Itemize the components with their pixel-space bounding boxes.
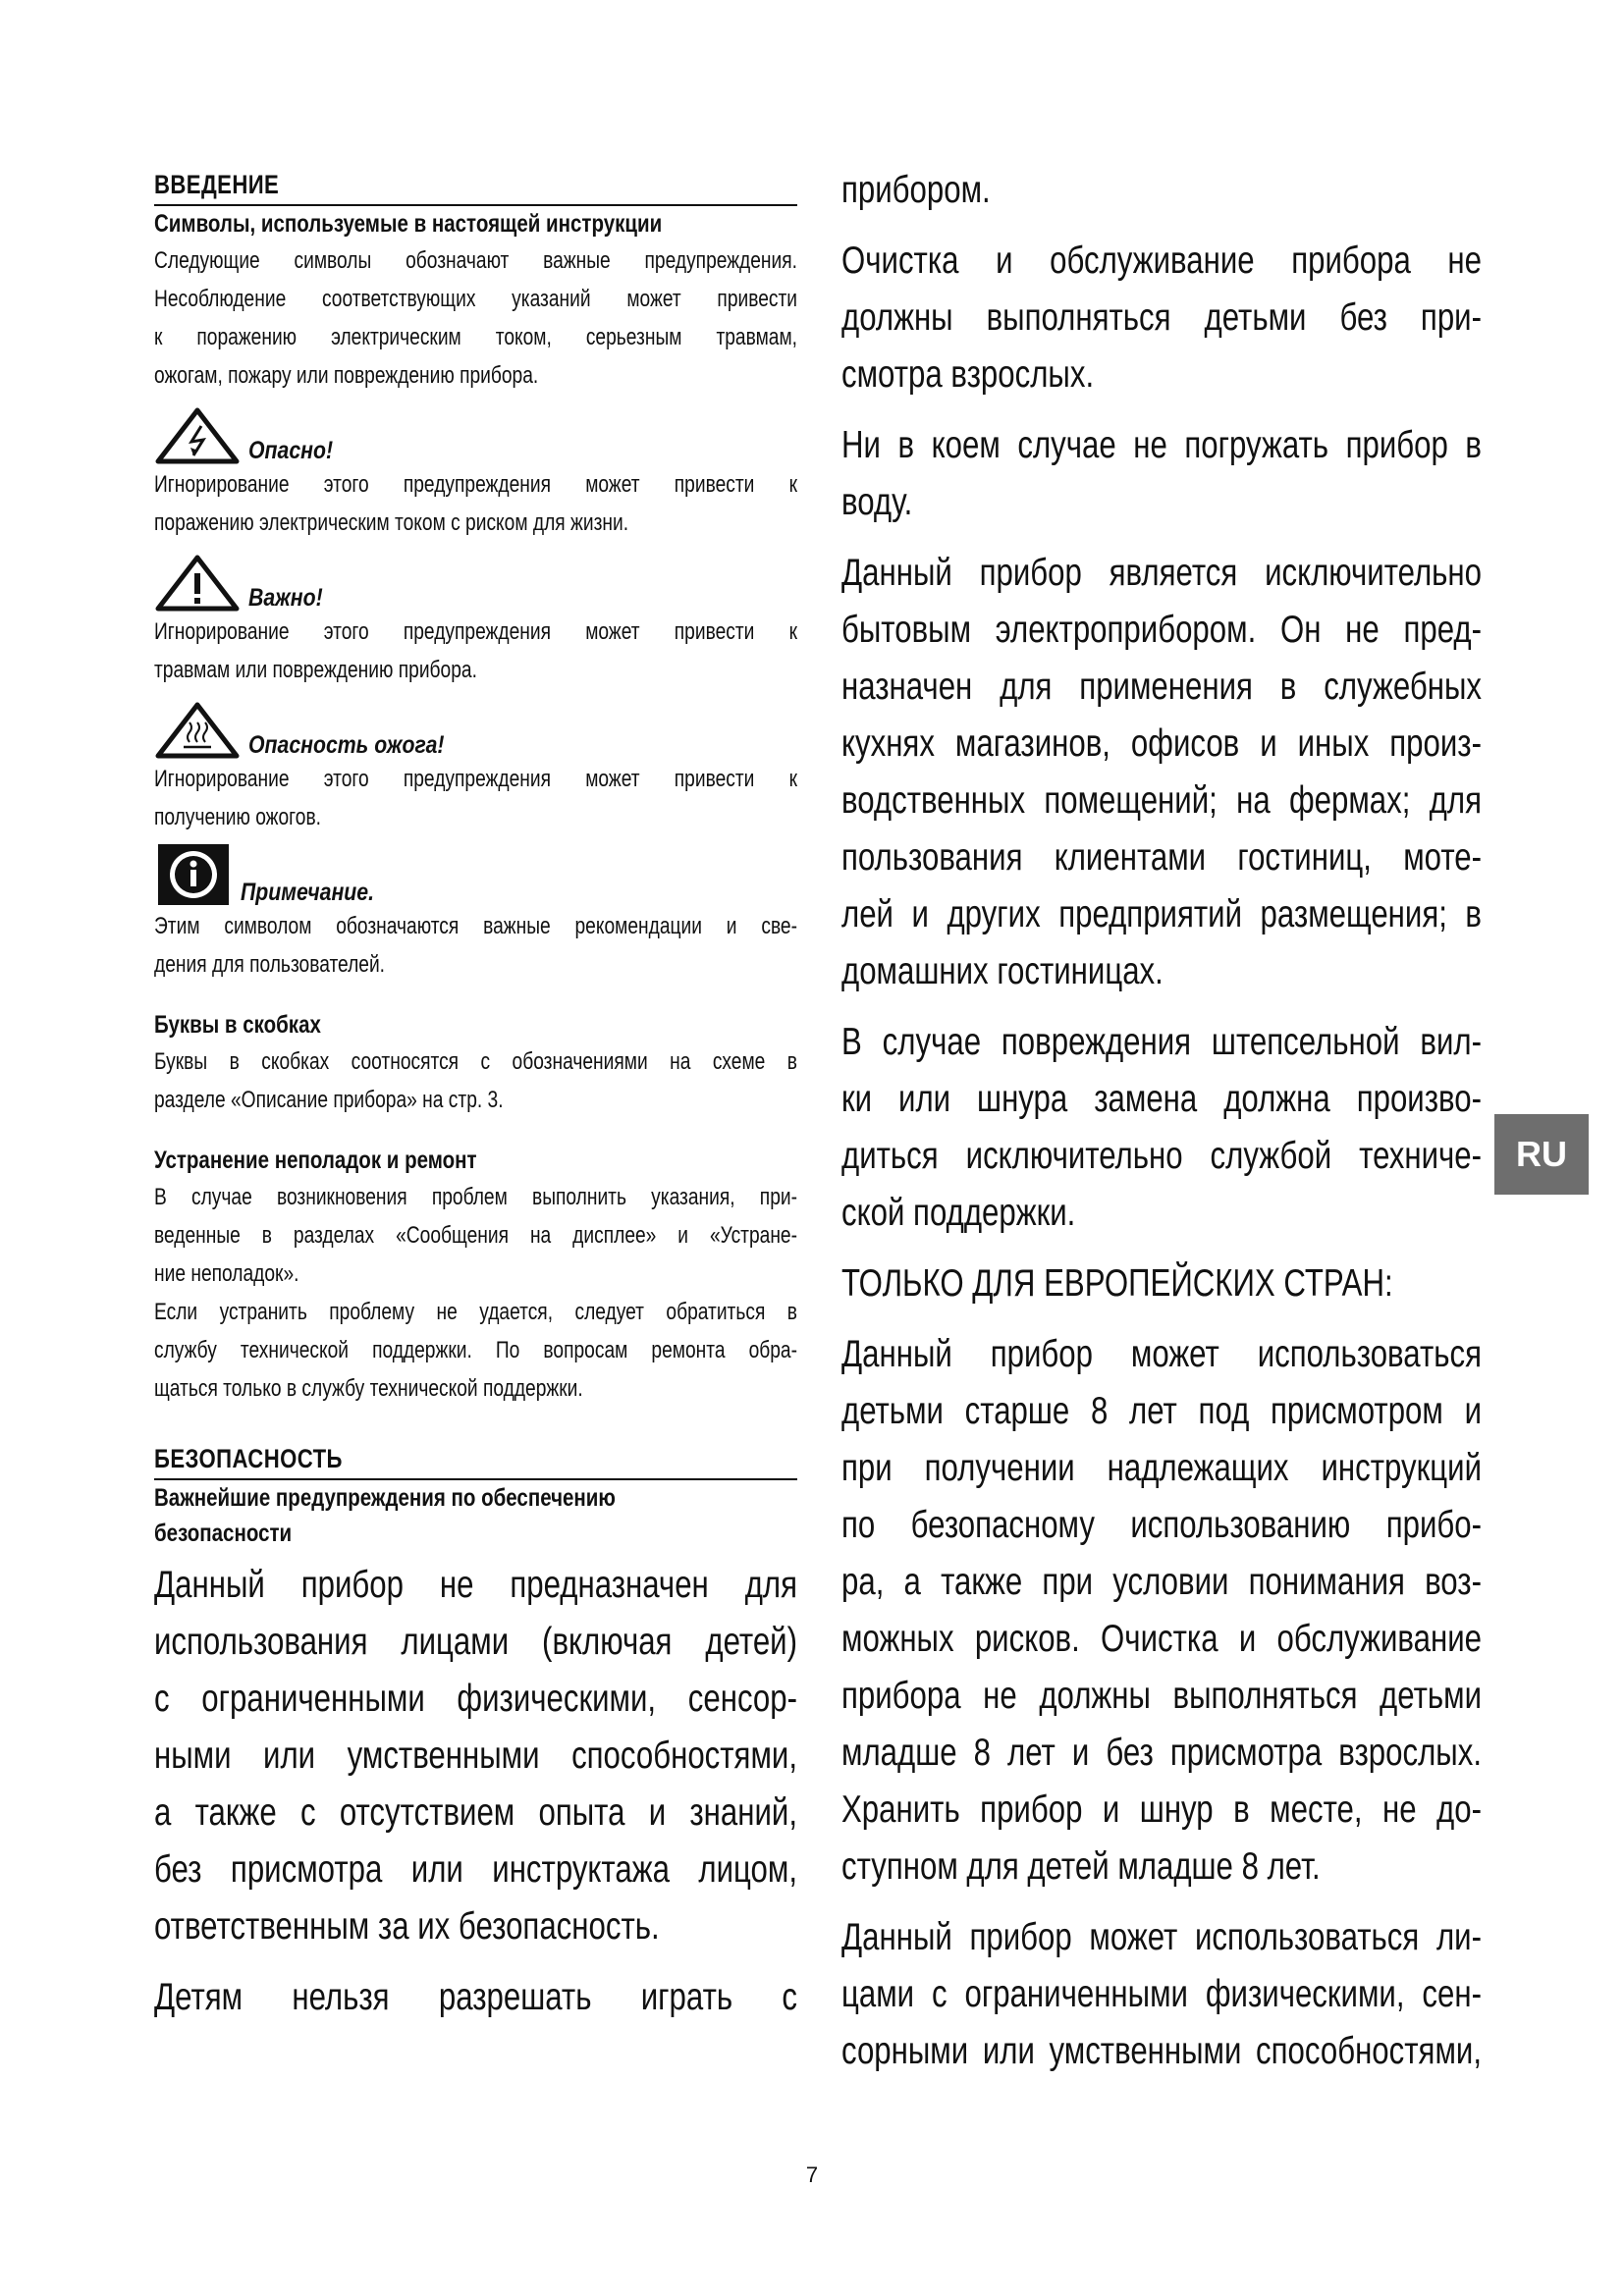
right-text-line: смотра взрослых. xyxy=(841,353,1095,396)
symbols-text-line: ожогам, пожару или повреждению прибора. xyxy=(154,362,539,389)
important-warning xyxy=(154,558,797,613)
right-text-line: ра, а также при условии понимания воз- xyxy=(841,1561,1482,1603)
right-text-line: прибора не должны выполняться детьми xyxy=(841,1675,1482,1717)
repair-text-line: веденные в разделах «Сообщения на дисплее» и «Устране- xyxy=(154,1222,797,1249)
right-text-line: можных рисков. Очистка и обслуживание xyxy=(841,1618,1482,1660)
symbols-text-line: к поражению электрическим током, серьезным травмам, xyxy=(154,324,797,350)
symbols-heading: Символы, используемые в настоящей инструкции xyxy=(154,210,663,238)
eu-heading: ТОЛЬКО ДЛЯ ЕВРОПЕЙСКИХ СТРАН: xyxy=(841,1262,1393,1305)
right-text-line: водственных помещений; на фермах; для xyxy=(841,779,1482,822)
right-text-line: детьми старше 8 лет под присмотром и xyxy=(841,1390,1482,1432)
right-text-line: Данный прибор может использоваться ли- xyxy=(841,1916,1482,1958)
right-text-line: при получении надлежащих инструкций xyxy=(841,1447,1482,1489)
danger-label: Опасно! xyxy=(248,437,334,464)
right-text-line: пользования клиентами гостиниц, моте- xyxy=(841,836,1482,879)
right-text-line: диться исключительно службой техниче- xyxy=(841,1135,1482,1177)
right-text-line: назначен для применения в служебных xyxy=(841,666,1482,708)
important-text-line: Игнорирование этого предупреждения может привести к xyxy=(154,618,797,645)
left-column xyxy=(154,167,797,2026)
note-block xyxy=(154,852,797,907)
safety-text-line: Детям нельзя разрешать играть с xyxy=(154,1976,797,2018)
right-text-line: бытовым электроприбором. Он не пред- xyxy=(841,609,1482,651)
repair-text-line: ние неполадок». xyxy=(154,1260,299,1287)
note-text-line: Этим символом обозначаются важные рекомендации и све- xyxy=(154,913,797,939)
burn-warning xyxy=(154,705,797,760)
safety-text-line: а также с отсутствием опыта и знаний, xyxy=(154,1791,797,1834)
burn-text-line: получению ожогов. xyxy=(154,804,321,830)
right-text-line: прибором. xyxy=(841,169,991,211)
safety-text-line: ответственным за их безопасность. xyxy=(154,1905,660,1948)
safety-text-line: с ограниченными физическими, сенсор- xyxy=(154,1678,797,1720)
right-text-line: Ни в коем случае не погружать прибор в xyxy=(841,424,1482,466)
note-label: Примечание. xyxy=(241,879,374,906)
burn-text-line: Игнорирование этого предупреждения может привести к xyxy=(154,766,797,792)
safety-text-line: ными или умственными способностями, xyxy=(154,1735,797,1777)
language-tab: RU xyxy=(1494,1114,1589,1195)
right-text-line: воду. xyxy=(841,481,913,523)
safety-text-line: использования лицами (включая детей) xyxy=(154,1621,797,1663)
repair-text-line: щаться только в службу технической поддержки. xyxy=(154,1375,583,1402)
safety-title: БЕЗОПАСНОСТЬ xyxy=(154,1444,343,1473)
right-text-line: Данный прибор может использоваться xyxy=(841,1333,1482,1375)
letters-text-line: разделе «Описание прибора» на стр. 3. xyxy=(154,1087,504,1113)
right-text-line: ки или шнура замена должна произво- xyxy=(841,1078,1482,1120)
right-text-line: сорными или умственными способностями, xyxy=(841,2030,1482,2072)
repair-text-line: службу технической поддержки. По вопросам ремонта обра- xyxy=(154,1337,797,1363)
right-text-line: домашних гостиницах. xyxy=(841,950,1164,992)
right-text-line: младше 8 лет и без присмотра взрослых. xyxy=(841,1732,1482,1774)
right-text-line: ступном для детей младше 8 лет. xyxy=(841,1845,1321,1888)
danger-text-line: Игнорирование этого предупреждения может привести к xyxy=(154,471,797,498)
right-text-line: кухнях магазинов, офисов и иных произ- xyxy=(841,722,1482,765)
safety-text-line: Данный прибор не предназначен для xyxy=(154,1564,797,1606)
symbols-text-line: Следующие символы обозначают важные предупреждения. xyxy=(154,247,797,274)
symbols-text-line: Несоблюдение соответствующих указаний может привести xyxy=(154,286,797,312)
electric-shock-warning-icon xyxy=(154,406,241,465)
letters-text-line: Буквы в скобках соотносятся с обозначениями на схеме в xyxy=(154,1048,797,1075)
info-icon xyxy=(154,840,233,907)
note-text-line: дения для пользователей. xyxy=(154,951,386,978)
right-text-line: по безопасному использованию прибо- xyxy=(841,1504,1482,1546)
right-text-line: должны выполняться детьми без при- xyxy=(841,296,1482,339)
right-text-line: цами с ограниченными физическими, сен- xyxy=(841,1973,1482,2015)
letters-heading: Буквы в скобках xyxy=(154,1011,321,1039)
exclamation-warning-icon xyxy=(154,554,241,613)
important-label: Важно! xyxy=(248,584,323,612)
repair-text-line: Если устранить проблему не удается, следует обратиться в xyxy=(154,1299,797,1325)
important-text-line: травмам или повреждению прибора. xyxy=(154,657,477,683)
danger-text-line: поражению электрическим током с риском для жизни. xyxy=(154,509,629,536)
danger-warning xyxy=(154,410,797,465)
safety-text-line: без присмотра или инструктажа лицом, xyxy=(154,1848,797,1891)
right-text-line: Хранить прибор и шнур в месте, не до- xyxy=(841,1789,1482,1831)
intro-title: ВВЕДЕНИЕ xyxy=(154,170,280,199)
right-text-line: Очистка и обслуживание прибора не xyxy=(841,240,1482,282)
safety-subheading-line: безопасности xyxy=(154,1520,293,1547)
page-number: 7 xyxy=(805,2163,819,2187)
repair-heading: Устранение неполадок и ремонт xyxy=(154,1147,477,1174)
right-text-line: лей и других предприятий размещения; в xyxy=(841,893,1482,935)
hot-surface-warning-icon xyxy=(154,701,241,760)
right-column xyxy=(841,162,1482,2080)
right-text-line: ской поддержки. xyxy=(841,1192,1076,1234)
right-text-line: В случае повреждения штепсельной вил- xyxy=(841,1021,1482,1063)
safety-subheading-line: Важнейшие предупреждения по обеспечению xyxy=(154,1484,616,1512)
right-text-line: Данный прибор является исключительно xyxy=(841,552,1482,594)
burn-label: Опасность ожога! xyxy=(248,731,445,759)
repair-text-line: В случае возникновения проблем выполнить указания, при- xyxy=(154,1184,797,1210)
